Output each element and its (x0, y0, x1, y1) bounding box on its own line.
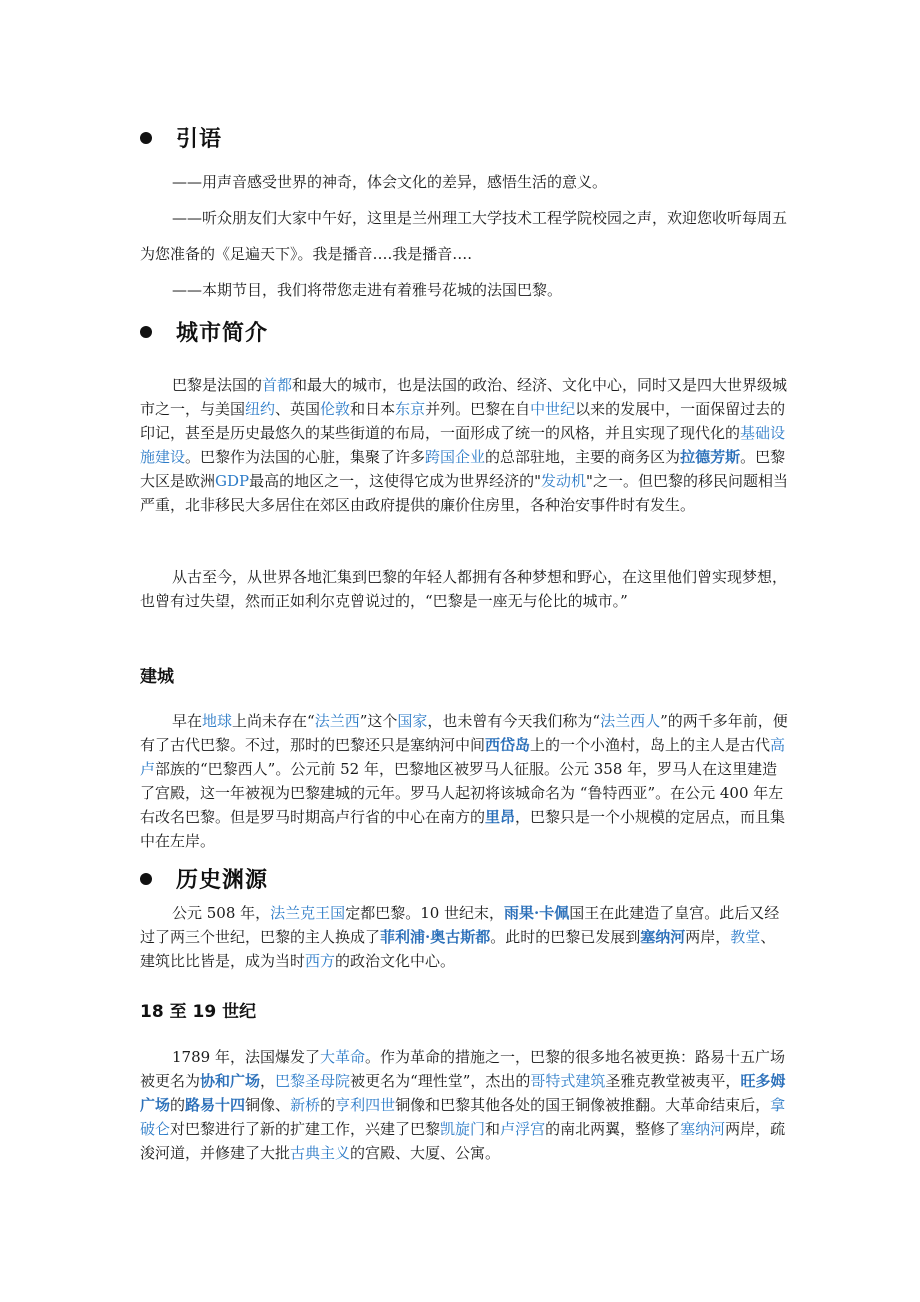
wiki-link[interactable]: 巴黎圣母院 (275, 1072, 351, 1090)
era-paragraph (140, 1045, 788, 1165)
text-run: 上的一个小渔村，岛上的主人是古代 (530, 736, 771, 754)
intro-line-3: ——本期节目，我们将带您走进有着雅号花城的法国巴黎。 (172, 281, 563, 299)
wiki-link[interactable]: 拿破仑 (140, 1096, 786, 1138)
wiki-link[interactable]: 大革命 (319, 1048, 365, 1066)
text-run: 和最大的城市，也是法国的政治、经济、文化中心，同时又是四大世界级城市之一，与美国 (140, 376, 788, 418)
wiki-link[interactable]: 新桥 (290, 1096, 321, 1114)
wiki-link[interactable]: 高卢 (140, 736, 786, 778)
text-run: 对巴黎进行了新的扩建工作，兴建了巴黎 (170, 1120, 441, 1138)
wiki-link-bold[interactable]: 塞纳河 (640, 928, 686, 946)
wiki-link[interactable]: 国家 (397, 712, 428, 730)
text-run: 的总部驻地，主要的商务区为 (485, 448, 681, 466)
text-run: 以来的发展中，一面保留过去的印记，甚至是历史最悠久的某些街道的布局，一面形成了统一的风格，并且实现了现代化的 (140, 400, 786, 442)
text-run: 部族的“巴黎西人”。公元前 52 年，巴黎地区被罗马人征服。公元 358 年，罗马人在这里建造了宫殿，这一年被视为巴黎建城的元年。罗马人起初将该城命名为 “鲁特西亚”。在公元 400 年左右改名巴黎。但是罗马时期高卢行省的中心在南方的 (140, 760, 784, 826)
wiki-link[interactable]: 凯旋门 (440, 1120, 486, 1138)
wiki-link[interactable]: 跨国企业 (425, 448, 486, 466)
text-run: ， (260, 1072, 276, 1090)
wiki-link[interactable]: 基础设施建设 (140, 424, 786, 466)
wiki-link[interactable]: 教堂 (730, 928, 761, 946)
wiki-link[interactable]: 东京 (395, 400, 426, 418)
wiki-link[interactable]: 塞纳河 (680, 1120, 726, 1138)
text-run: 的 (170, 1096, 186, 1114)
wiki-link[interactable]: 首都 (262, 376, 293, 394)
text-run: 国王在此建造了皇宫。此后又经过了两三个世纪，巴黎的主人换成了 (140, 904, 780, 946)
wiki-link[interactable]: 发动机 (541, 472, 587, 490)
text-run: 和日本 (350, 400, 396, 418)
intro-line-1: ——用声音感受世界的神奇，体会文化的差异，感悟生活的意义。 (172, 173, 608, 191)
city-paragraph-2: 从古至今，从世界各地汇集到巴黎的年轻人都拥有各种梦想和野心，在这里他们曾实现梦想，也曾有过失望，然而正如利尔克曾说过的，“巴黎是一座无与伦比的城市。” (140, 568, 788, 610)
text-run: 最高的地区之一，这使得它成为世界经济的" (249, 472, 542, 490)
intro-line-2: ——听众朋友们大家中午好，这里是兰州理工大学技术工程学院校园之声，欢迎您收听每周五为您准备的《足遍天下》。我是播音….我是播音…. (140, 209, 788, 263)
text-run: 。巴黎大区是欧洲 (140, 448, 786, 490)
text-run: 和 (485, 1120, 501, 1138)
text-run: 、英国 (275, 400, 321, 418)
wiki-link[interactable]: 纽约 (245, 400, 276, 418)
wiki-link[interactable]: 法兰克王国 (270, 904, 346, 922)
wiki-link[interactable]: 古典主义 (290, 1144, 351, 1162)
wiki-link[interactable]: 西方 (305, 952, 336, 970)
heading-era: 18 至 19 世纪 (140, 1002, 257, 1022)
text-run: 、建筑比比皆是，成为当时 (140, 928, 776, 970)
text-run: 的宫殿、大厦、公寓。 (350, 1144, 501, 1162)
text-run: 早在 (172, 712, 203, 730)
text-run: 并列。巴黎在自 (425, 400, 531, 418)
text-run: 1789 年，法国爆发了 (172, 1048, 320, 1066)
text-run: 的政治文化中心。 (335, 952, 456, 970)
heading-founding: 建城 (140, 667, 174, 687)
wiki-link-bold[interactable]: 协和广场 (200, 1072, 261, 1090)
text-run: 被更名为“理性堂”，杰出的 (350, 1072, 531, 1090)
text-run: "之一。但巴黎的移民问题相当严重，北非移民大多居住在郊区由政府提供的廉价住房里，各种治安事件时有发生。 (140, 472, 788, 514)
wiki-link[interactable]: 地球 (202, 712, 233, 730)
founding-paragraph (140, 709, 788, 853)
wiki-link[interactable]: GDP (215, 472, 250, 490)
bullet-icon (140, 132, 152, 144)
text-run: 圣雅克教堂被夷平， (605, 1072, 741, 1090)
text-run: 铜像、 (245, 1096, 291, 1114)
text-run: 的 (320, 1096, 336, 1114)
wiki-link[interactable]: 法兰西 (314, 712, 360, 730)
text-run: 定都巴黎。10 世纪末， (345, 904, 505, 922)
wiki-link[interactable]: 亨利四世 (335, 1096, 396, 1114)
text-run: 的南北两翼，整修了 (545, 1120, 681, 1138)
wiki-link[interactable]: 伦敦 (320, 400, 351, 418)
heading-city-title: 城市简介 (176, 321, 269, 346)
text-run: 。此时的巴黎已发展到 (490, 928, 641, 946)
text-run: 两岸， (685, 928, 731, 946)
bullet-icon (140, 326, 152, 338)
text-run: ，巴黎只是一个小规模的定居点，而且集中在左岸。 (140, 808, 786, 850)
text-run: 上尚未存在“ (232, 712, 315, 730)
heading-intro (140, 122, 222, 153)
wiki-link[interactable]: 中世纪 (530, 400, 576, 418)
heading-history (140, 863, 268, 894)
wiki-link[interactable]: 哥特式建筑 (530, 1072, 606, 1090)
wiki-link-bold[interactable]: 雨果·卡佩 (504, 904, 570, 922)
wiki-link-bold[interactable]: 拉德芳斯 (680, 448, 741, 466)
wiki-link-bold[interactable]: 西岱岛 (485, 736, 531, 754)
bullet-icon (140, 873, 152, 885)
text-run: 。作为革命的措施之一，巴黎的很多地名被更换：路易十五广场被更名为 (140, 1048, 785, 1090)
text-run: 两岸，疏浚河道，并修建了大批 (140, 1120, 786, 1162)
wiki-link[interactable]: 法兰西人 (600, 712, 661, 730)
heading-city (140, 316, 268, 347)
wiki-link-bold[interactable]: 路易十四 (185, 1096, 246, 1114)
heading-history-title: 历史渊源 (176, 868, 269, 893)
wiki-link-bold[interactable]: 旺多姆广场 (140, 1072, 786, 1114)
text-run: 。巴黎作为法国的心脏，集聚了许多 (185, 448, 426, 466)
text-run: 公元 508 年， (172, 904, 271, 922)
text-run: ”这个 (359, 712, 398, 730)
text-run: 铜像和巴黎其他各处的国王铜像被推翻。大革命结束后， (395, 1096, 771, 1114)
wiki-link[interactable]: 卢浮宫 (500, 1120, 546, 1138)
text-run: ，也未曾有今天我们称为“ (427, 712, 601, 730)
history-paragraph (140, 901, 788, 973)
text-run: ”的两千多年前，便有了古代巴黎。不过，那时的巴黎还只是塞纳河中间 (140, 712, 788, 754)
wiki-link-bold[interactable]: 里昂 (485, 808, 516, 826)
wiki-link-bold[interactable]: 菲利浦·奥古斯都 (380, 928, 491, 946)
text-run: 巴黎是法国的 (172, 376, 263, 394)
heading-intro-title: 引语 (176, 127, 223, 152)
city-paragraph-1 (140, 373, 788, 517)
